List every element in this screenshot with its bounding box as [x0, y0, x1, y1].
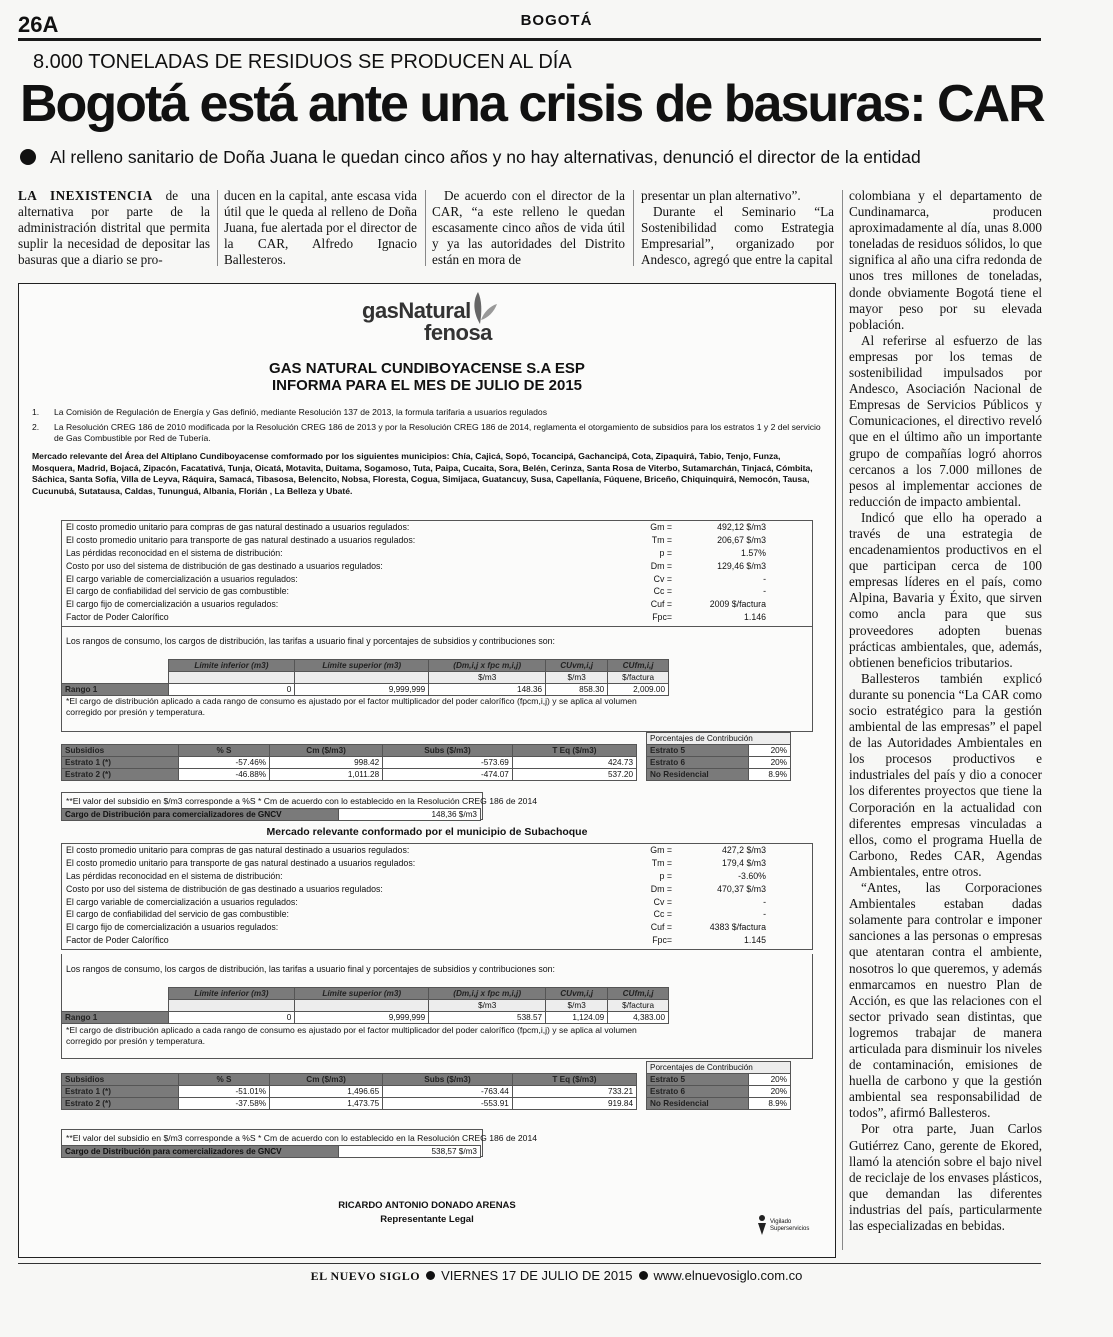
range-unit-cell: $/m3 [546, 1000, 608, 1012]
article-column-4 [641, 188, 834, 268]
contribution-header-row [647, 1062, 791, 1074]
parameter-row [62, 585, 812, 598]
header-rule [18, 38, 1041, 41]
subsidy-cell: Estrato 2 (*) [62, 1098, 179, 1110]
parameter-value: - [763, 586, 766, 597]
parameter-symbol: Cuf = [650, 922, 672, 933]
parameter-row [62, 547, 812, 560]
column-divider [217, 190, 218, 266]
bullet-icon [639, 1271, 648, 1280]
column-text: presentar un plan alternativo”. [641, 188, 801, 203]
contribution-label: Estrato 5 [647, 745, 749, 757]
subsidy-cell: -763.44 [383, 1086, 513, 1098]
range-header-cell: (Dm,i,j x fpc m,i,j) [429, 988, 546, 1000]
range-unit-cell [168, 1000, 295, 1012]
subsidy-cell: 1,496.65 [270, 1086, 383, 1098]
bullet-icon [20, 149, 36, 165]
subsidy-cell: Estrato 1 (*) [62, 757, 179, 769]
parameter-label: Las pérdidas reconocidad en el sistema de distribución: [66, 870, 283, 881]
ranges-label: Los rangos de consumo, los cargos de distribución, las tarifas a usuario final y porcentajes de subsidios y contribuciones son: [66, 964, 555, 974]
subsidy-cell: -474.07 [383, 769, 513, 781]
range-row-label: Rango 1 [62, 1012, 169, 1024]
contribution-row [647, 1098, 791, 1110]
range-value-cell: 1,124.09 [546, 1012, 608, 1024]
range-value-cell: 148.36 [429, 684, 546, 696]
article-column-3 [432, 188, 625, 268]
note-number: 2. [32, 422, 40, 432]
parameter-symbol: p = [659, 547, 672, 558]
range-unit-cell: $/m3 [546, 672, 608, 684]
column-text: ducen en la capital, ante escasa vida útil que le queda al relleno de Doña Juana, fue alertada por el director de la CAR, Alfredo Ignacio Ballesteros. [224, 188, 417, 268]
range-value-cell: 858.30 [546, 684, 608, 696]
vigilado-label [770, 1219, 809, 1233]
range-header-cell: Límite superior (m3) [295, 660, 429, 672]
parameter-symbol: Cc = [653, 586, 672, 597]
subsidy-header-cell: Cm ($/m3) [270, 1074, 383, 1086]
subsidy-header-row [62, 745, 637, 757]
range-value-cell: 538.57 [429, 1012, 546, 1024]
parameter-label: El cargo variable de comercialización a usuarios regulados: [66, 896, 298, 907]
parameter-symbol: Cv = [653, 573, 672, 584]
parameter-row [62, 870, 812, 883]
notice-title [26, 360, 828, 394]
range-value-cell: 0 [168, 684, 295, 696]
footer-brand: EL NUEVO SIGLO [310, 1269, 421, 1283]
range-unit-cell: $/factura [608, 672, 669, 684]
range-header-cell: Límite inferior (m3) [168, 988, 295, 1000]
subsidy-cell: 998.42 [270, 757, 383, 769]
contribution-value: 8.9% [749, 769, 791, 781]
empty-cell [62, 660, 169, 672]
contribution-row [647, 1086, 791, 1098]
parameter-row [62, 896, 812, 909]
subsidy-row [62, 769, 637, 781]
range-header-cell: CUvm,i,j [546, 988, 608, 1000]
parameter-label: El costo promedio unitario para transporte de gas natural destinado a usuarios regulados: [66, 857, 416, 868]
column-text: Indicó que ello ha operado a través de una estrategia de encadenamientos productivos en el que participan cerca de 100 empresas líderes en el país, como Alpina, Bavaria y Éxito, que sirven como ancla para que sus proveedores adopten buenas prácticas ambientales, que, además, obtienen beneficios tributarios. [849, 509, 1042, 670]
column-text: Ballesteros también explicó durante su ponencia “La CAR como socio estratégico para la gestión ambiental de las empresas” el papel de las Autoridades Ambientales en los procesos productivos e industriales del país y dio a conocer los diferentes proyectos que tiene la Corporación en la actualidad con diferentes empresas vinculadas a ellos, como el programa Huella de Carbono, Redes CAR, Agendas Ambientales, entre otros. [849, 670, 1042, 879]
parameter-value: 4383 $/factura [709, 922, 766, 933]
article-headline: Bogotá está ante una crisis de basuras: CAR [20, 75, 1044, 133]
range-value-cell: 0 [168, 1012, 295, 1024]
parameter-label: El cargo fijo de comercialización a usuarios regulados: [66, 922, 279, 933]
column-divider [842, 190, 843, 1250]
market-2-title: Mercado relevante conformado por el municipio de Subachoque [266, 826, 588, 838]
contribution-value: 20% [749, 745, 791, 757]
column-text: Al referirse al esfuerzo de las empresas por los temas de sostenibilidad impulsados por Andesco, Asociación Nacional de Empresas de Servicios Públicos y Comunicaciones, el directivo reveló que en el último año un importante grupo de compañías logró ahorros cercanos a los 7.000 millones de pesos al implementar acciones de reducción de impacto ambiental. [849, 332, 1042, 509]
range-header-cell: (Dm,i,j x fpc m,i,j) [429, 660, 546, 672]
contribution-value: 20% [749, 1086, 791, 1098]
parameter-row [62, 573, 812, 586]
article-column-1 [18, 188, 210, 268]
subsidy-header-cell: Subs ($/m3) [383, 1074, 513, 1086]
parameter-symbol: Tm = [651, 857, 672, 868]
subsidy-header-cell: Subs ($/m3) [383, 745, 513, 757]
contribution-row [647, 769, 791, 781]
contribution-header: Porcentajes de Contribución [647, 1062, 791, 1074]
parameter-row [62, 857, 812, 870]
parameters-table-1 [61, 520, 813, 627]
parameter-row [62, 934, 812, 947]
column-text: De acuerdo con el director de la CAR, “a este relleno le quedan escasamente cinco años de vida útil y ya las autoridades del Distrito están en mora de [432, 188, 625, 268]
signer-name: RICARDO ANTONIO DONADO ARENAS [338, 1200, 516, 1211]
notice-title-line-2: INFORMA PARA EL MES DE JULIO DE 2015 [271, 377, 583, 394]
parameter-value: 206,67 $/m3 [717, 534, 766, 545]
article-lead-text: Al relleno sanitario de Doña Juana le quedan cinco años y no hay alternativas, denunció el director de la entidad [50, 147, 921, 167]
range-unit-cell [295, 1000, 429, 1012]
parameter-value: - [763, 896, 766, 907]
contribution-table-2 [646, 1061, 791, 1110]
range-data-row [62, 684, 669, 696]
article-lead [20, 147, 921, 168]
subsidy-cell: -553.91 [383, 1098, 513, 1110]
parameter-value: 1.146 [743, 612, 766, 623]
range-header-cell: CUvm,i,j [546, 660, 608, 672]
lead-in: LA INEXISTENCIA [18, 188, 153, 203]
subsidy-cell: 919.84 [512, 1098, 636, 1110]
empty-cell [62, 988, 169, 1000]
cargo-note: *El cargo de distribución aplicado a cada rango de consumo es ajustado por el factor multiplicador del poder calorífico (fpcm,i,j) y se aplica al volumen corregido por presión y temperatura. [66, 1025, 637, 1046]
contribution-header-row [647, 733, 791, 745]
gncv-value: 148,36 $/m3 [339, 809, 481, 821]
range-value-cell: 9,999,999 [295, 1012, 429, 1024]
parameter-label: El costo promedio unitario para compras de gas natural destinado a usuarios regulados: [66, 522, 410, 532]
signature-block [26, 1199, 828, 1227]
contribution-value: 20% [749, 757, 791, 769]
subsidy-header-cell: % S [179, 1074, 270, 1086]
contribution-label: Estrato 5 [647, 1074, 749, 1086]
subsidy-cell: 424.73 [512, 757, 636, 769]
parameter-value: 2009 $/factura [709, 599, 766, 610]
subsidy-header-cell: Subsidios [62, 1074, 179, 1086]
subsidy-table-1 [61, 744, 637, 781]
logo-line-2: fenosa [424, 320, 492, 345]
note-text: La Resolución CREG 186 de 2010 modificada por la Resolución CREG 186 de 2013 y por la Resolución CREG 186 de 2014, reglamenta el otorgamiento de subsidios para los estratos 1 y 2 del servicio de Gas Combustible por Red de Tubería. [54, 422, 821, 443]
article-column-5 [849, 188, 1042, 1234]
parameter-value: 1.57% [741, 547, 766, 558]
range-header-cell: Límite inferior (m3) [168, 660, 295, 672]
empty-cell [62, 1000, 169, 1012]
contribution-label: Estrato 6 [647, 757, 749, 769]
gncv-value: 538,57 $/m3 [339, 1146, 481, 1158]
parameter-row [62, 521, 812, 534]
parameter-symbol: Dm = [650, 560, 672, 571]
parameters-table-2 [61, 843, 813, 950]
range-value-cell: 2,009.00 [608, 684, 669, 696]
subsidy-row [62, 757, 637, 769]
parameter-label: El cargo variable de comercialización a usuarios regulados: [66, 573, 298, 584]
parameter-symbol: Gm = [650, 522, 672, 532]
range-unit-cell: $/m3 [429, 1000, 546, 1012]
note-text: La Comisión de Regulación de Energía y Gas definió, mediante Resolución 137 de 2013, la formula tarifaria a usuarios regulados [54, 407, 548, 417]
parameter-symbol: Tm = [651, 534, 672, 545]
subsidy-row [62, 1086, 637, 1098]
parameter-row [62, 611, 812, 624]
footer-url[interactable]: www.elnuevosiglo.com.co [653, 1268, 803, 1283]
page-footer [0, 1268, 1113, 1284]
column-text: de una alternativa por parte de la administración distrital que permita suplir la necesidad de depositar las basuras que a diario se pro- [18, 188, 210, 268]
gncv-label: Cargo de Distribución para comercializadores de GNCV [62, 1146, 339, 1158]
parameter-symbol: Cv = [653, 896, 672, 907]
range-row-label: Rango 1 [62, 684, 169, 696]
contribution-label: No Residencial [647, 769, 749, 781]
range-unit-row [62, 672, 669, 684]
contribution-label: Estrato 6 [647, 1086, 749, 1098]
parameter-label: El costo promedio unitario para compras de gas natural destinado a usuarios regulados: [66, 845, 410, 855]
parameter-value: 492,12 $/m3 [717, 522, 766, 532]
parameter-label: El cargo fijo de comercialización a usuarios regulados: [66, 599, 279, 610]
footer-rule [18, 1263, 1041, 1264]
contribution-table-1 [646, 732, 791, 781]
column-text: colombiana y el departamento de Cundinamarca, producen aproximadamente al día, unas 8.000 toneladas de residuos sólidos, lo que significa al año una cifra redonda de unos tres millones de toneladas, donde obviamente Bogotá tiene el mayor peso por su elevada población. [849, 188, 1042, 332]
subsidy-table-2 [61, 1073, 637, 1110]
range-unit-row [62, 1000, 669, 1012]
page-number: 26A [18, 12, 59, 37]
subsidy-header-cell: T Eq ($/m3) [512, 745, 636, 757]
gncv-label: Cargo de Distribución para comercializadores de GNCV [62, 809, 339, 821]
parameter-value: 427,2 $/m3 [721, 845, 766, 855]
range-unit-cell: $/factura [608, 1000, 669, 1012]
company-logo [362, 298, 492, 346]
subsidy-note: **El valor del subsidio en $/m3 corresponde a %S * Cm de acuerdo con lo establecido en la Resolución CREG 186 de 2014 [66, 796, 538, 806]
column-divider [633, 190, 634, 266]
subsidy-cell: 537.20 [512, 769, 636, 781]
parameter-label: Costo por uso del sistema de distribución de gas destinado a usuarios regulados: [66, 560, 383, 571]
logo-line-1: gasNatural [362, 298, 471, 323]
range-data-row [62, 1012, 669, 1024]
range-unit-cell: $/m3 [429, 672, 546, 684]
parameter-label: Las pérdidas reconocidad en el sistema de distribución: [66, 547, 283, 558]
contribution-row [647, 757, 791, 769]
range-header-row [62, 988, 669, 1000]
signer-role: Representante Legal [380, 1214, 474, 1225]
range-unit-cell [168, 672, 295, 684]
parameter-value: -3.60% [738, 870, 766, 881]
parameter-symbol: p = [659, 870, 672, 881]
empty-cell [62, 672, 169, 684]
parameter-value: - [763, 573, 766, 584]
range-unit-cell [295, 672, 429, 684]
parameter-row [62, 844, 812, 857]
parameter-value: 179,4 $/m3 [721, 857, 766, 868]
subsidy-cell: 733.21 [512, 1086, 636, 1098]
vigilado-line-2: Superservicios [770, 1226, 810, 1232]
subsidy-header-cell: Cm ($/m3) [270, 745, 383, 757]
parameter-label: El cargo de confiabilidad del servicio de gas combustible: [66, 586, 289, 597]
parameter-symbol: Cuf = [650, 599, 672, 610]
parameter-symbol: Cc = [653, 909, 672, 920]
gncv-table-2 [61, 1145, 481, 1158]
subsidy-cell: -37.58% [179, 1098, 270, 1110]
parameter-label: Factor de Poder Calorífico [66, 612, 169, 623]
subsidy-cell: -51.01% [179, 1086, 270, 1098]
gas-natural-notice [18, 283, 836, 1258]
notice-note-2 [32, 422, 822, 444]
parameter-row [62, 534, 812, 547]
subsidy-cell: 1,011.28 [270, 769, 383, 781]
subsidy-cell: -573.69 [383, 757, 513, 769]
subsidy-cell: 1,473.75 [270, 1098, 383, 1110]
bullet-icon [426, 1271, 435, 1280]
parameter-label: Costo por uso del sistema de distribución de gas destinado a usuarios regulados: [66, 883, 383, 894]
municipalities-list: Mercado relevante del Área del Altiplano Cundiboyacense comformado por los siguientes municipios: Chía, Cajicá, Sopó, Tocancipá, Gachancipá, Cota, Zipaquirá, Tabio, Tenjo, Funza, Mosquera, Madrid, Bojacá, Zipacón, Facatativá, Tunja, Oicatá, Motavita, Duitama, Sogamoso, Tuta, Paipa, Cucaita, Sora, Belén, Cerinza, Santa Rosa de Viterbo, Sutamarchán, Tinjacá, Cómbita, Sáchica, Santa Sofía, Villa de Leyva, Ráquira, Samacá, Tibasosa, Belencito, Nobsa, Floresta, Cogua, Simijaca, Guatancuy, Susa, Capellanía, Fúquene, Briceño, Chiquinquirá, Nemocón, Tausa, Cucunubá, Sutatausa, Caldas, Tununguá, Albania, Florián , La Belleza y Ubaté. [32, 451, 813, 496]
ranges-label: Los rangos de consumo, los cargos de distribución, las tarifas a usuario final y porcentajes de subsidios y contribuciones son: [66, 636, 555, 646]
parameter-symbol: Fpc= [652, 935, 672, 946]
range-header-row [62, 660, 669, 672]
parameter-row [62, 883, 812, 896]
parameter-label: Factor de Poder Calorífico [66, 935, 169, 946]
parameter-row [62, 908, 812, 921]
footer-date: VIERNES 17 DE JULIO DE 2015 [441, 1268, 633, 1283]
contribution-header: Porcentajes de Contribución [647, 733, 791, 745]
subsidy-header-cell: T Eq ($/m3) [512, 1074, 636, 1086]
article-kicker: 8.000 TONELADAS DE RESIDUOS SE PRODUCEN AL DÍA [33, 51, 572, 73]
parameter-value: 470,37 $/m3 [717, 883, 766, 894]
parameter-row [62, 598, 812, 611]
contribution-row [647, 1074, 791, 1086]
parameter-row [62, 560, 812, 573]
range-value-cell: 9,999,999 [295, 684, 429, 696]
parameter-label: El costo promedio unitario para transporte de gas natural destinado a usuarios regulados: [66, 534, 416, 545]
parameter-value: - [763, 909, 766, 920]
range-table-2 [61, 987, 669, 1024]
range-header-cell: CUfm,i,j [608, 988, 669, 1000]
column-text: “Antes, las Corporaciones Ambientales estaban dadas solamente para controlar e imponer sanciones a las personas o empresas que atentaran contra el ambiente, nosotros lo que queremos, y además enmarcamos en nuestro Plan de Acción, es que las relaciones con el sector privado sean distintas, que logremos trabajar de manera articulada para disminuir los niveles de contaminación, emisiones de huella de carbono y que la gestión ambiental sea responsabilidad de todos”, afirmó Ballesteros. [849, 880, 1042, 1121]
contribution-value: 20% [749, 1074, 791, 1086]
parameter-value: 129,46 $/m3 [717, 560, 766, 571]
vigilado-line-1: Vigilado [770, 1219, 792, 1225]
range-header-cell: CUfm,i,j [608, 660, 669, 672]
subsidy-cell: Estrato 1 (*) [62, 1086, 179, 1098]
column-text: Durante el Seminario “La Sostenibilidad como Estrategia Empresarial”, organizado por Andesco, agregó que entre la capital [641, 204, 834, 268]
parameter-value: 1.145 [743, 935, 766, 946]
parameter-symbol: Fpc= [652, 612, 672, 623]
contribution-label: No Residencial [647, 1098, 749, 1110]
parameter-symbol: Gm = [650, 845, 672, 855]
range-table-1 [61, 659, 669, 696]
subsidy-header-row [62, 1074, 637, 1086]
range-value-cell: 4,383.00 [608, 1012, 669, 1024]
parameter-row [62, 921, 812, 934]
subsidy-header-cell: Subsidios [62, 745, 179, 757]
cargo-note: *El cargo de distribución aplicado a cada rango de consumo es ajustado por el factor multiplicador del poder calorífico (fpcm,i,j) y se aplica al volumen corregido por presión y temperatura. [66, 696, 637, 717]
superservicios-icon [756, 1214, 768, 1236]
section-title: BOGOTÁ [520, 12, 593, 29]
subsidy-cell: Estrato 2 (*) [62, 769, 179, 781]
subsidy-cell: -57.46% [179, 757, 270, 769]
notice-note-1 [32, 407, 822, 418]
column-text: Por otra parte, Juan Carlos Gutiérrez Cano, gerente de Ekored, llamó la atención sobre el bajo nivel de reciclaje de los envases plásticos, que demandan las diferentes industrias del país, particularmente las especializadas en bebidas. [849, 1121, 1042, 1233]
column-divider [425, 190, 426, 266]
subsidy-row [62, 1098, 637, 1110]
notice-title-line-1: GAS NATURAL CUNDIBOYACENSE S.A ESP [269, 360, 585, 377]
subsidy-note: **El valor del subsidio en $/m3 corresponde a %S * Cm de acuerdo con lo establecido en la Resolución CREG 186 de 2014 [66, 1133, 538, 1143]
note-number: 1. [32, 407, 40, 417]
contribution-value: 8.9% [749, 1098, 791, 1110]
parameter-symbol: Dm = [650, 883, 672, 894]
subsidy-header-cell: % S [179, 745, 270, 757]
parameter-label: El cargo de confiabilidad del servicio de gas combustible: [66, 909, 289, 920]
contribution-row [647, 745, 791, 757]
subsidy-cell: -46.88% [179, 769, 270, 781]
gncv-table-1 [61, 808, 481, 821]
range-header-cell: Límite superior (m3) [295, 988, 429, 1000]
article-column-2 [224, 188, 417, 268]
